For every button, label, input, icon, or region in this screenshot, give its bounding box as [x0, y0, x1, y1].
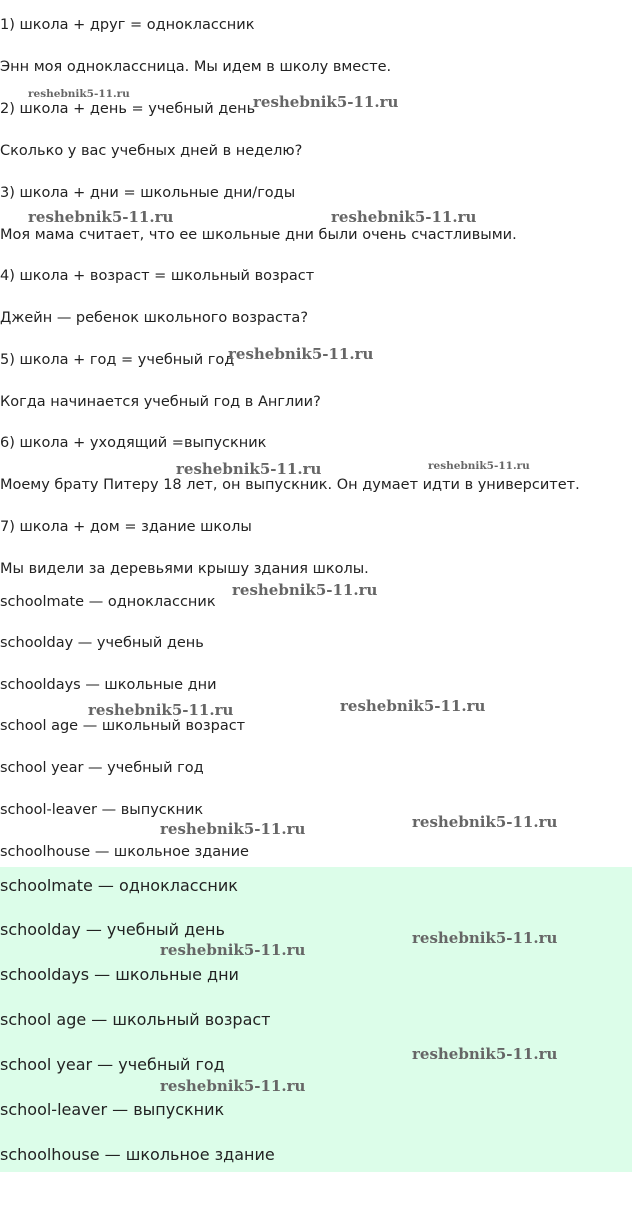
watermark: reshebnik5-11.ru [253, 93, 399, 111]
watermark: reshebnik5-11.ru [28, 88, 130, 100]
entry-7-example: Мы видели за деревьями крышу здания школы. [0, 561, 369, 577]
glossary-item: schoolmate — одноклассник [0, 594, 216, 610]
entry-1-formula: 1) школа + друг = одноклассник [0, 17, 255, 33]
glossary-item: school age — школьный возраст [0, 718, 246, 734]
entry-2-example: Сколько у вас учебных дней в неделю? [0, 143, 303, 159]
watermark: reshebnik5-11.ru [331, 208, 477, 226]
entry-3-example: Моя мама считает, что ее школьные дни были очень счастливыми. [0, 227, 517, 243]
watermark: reshebnik5-11.ru [160, 941, 306, 959]
watermark: reshebnik5-11.ru [412, 1045, 558, 1063]
glossary-item: school-leaver — выпускник [0, 802, 204, 818]
answer-item: school age — школьный возраст [0, 1010, 271, 1029]
glossary-item: schoolday — учебный день [0, 635, 204, 651]
entry-4-formula: 4) школа + возраст = школьный возраст [0, 268, 315, 284]
watermark: reshebnik5-11.ru [340, 697, 486, 715]
watermark: reshebnik5-11.ru [412, 929, 558, 947]
watermark: reshebnik5-11.ru [412, 813, 558, 831]
entry-5-example: Когда начинается учебный год в Англии? [0, 394, 321, 410]
answer-item: schoolmate — одноклассник [0, 876, 238, 895]
answer-item: school-leaver — выпускник [0, 1100, 225, 1119]
watermark: reshebnik5-11.ru [160, 1077, 306, 1095]
answer-item: school year — учебный год [0, 1055, 225, 1074]
entry-6-formula: 6) школа + уходящий =выпускник [0, 435, 267, 451]
watermark: reshebnik5-11.ru [428, 460, 530, 472]
answer-item: schoolhouse — школьное здание [0, 1145, 275, 1164]
answer-item: schoolday — учебный день [0, 920, 225, 939]
entry-1-example: Энн моя одноклассница. Мы идем в школу вместе. [0, 59, 392, 75]
glossary-item: schoolhouse — школьное здание [0, 844, 249, 860]
glossary-item: schooldays — школьные дни [0, 677, 217, 693]
watermark: reshebnik5-11.ru [176, 460, 322, 478]
entry-4-example: Джейн — ребенок школьного возраста? [0, 310, 309, 326]
entry-6-example: Моему брату Питеру 18 лет, он выпускник. Он думает идти в университет. [0, 477, 580, 493]
watermark: reshebnik5-11.ru [232, 581, 378, 599]
glossary-item: school year — учебный год [0, 760, 204, 776]
entry-2-formula: 2) школа + день = учебный день [0, 101, 256, 117]
answer-item: schooldays — школьные дни [0, 965, 239, 984]
watermark: reshebnik5-11.ru [228, 345, 374, 363]
entry-5-formula: 5) школа + год = учебный год [0, 352, 235, 368]
entry-7-formula: 7) школа + дом = здание школы [0, 519, 252, 535]
entry-3-formula: 3) школа + дни = школьные дни/годы [0, 185, 296, 201]
watermark: reshebnik5-11.ru [88, 701, 234, 719]
watermark: reshebnik5-11.ru [160, 820, 306, 838]
watermark: reshebnik5-11.ru [28, 208, 174, 226]
